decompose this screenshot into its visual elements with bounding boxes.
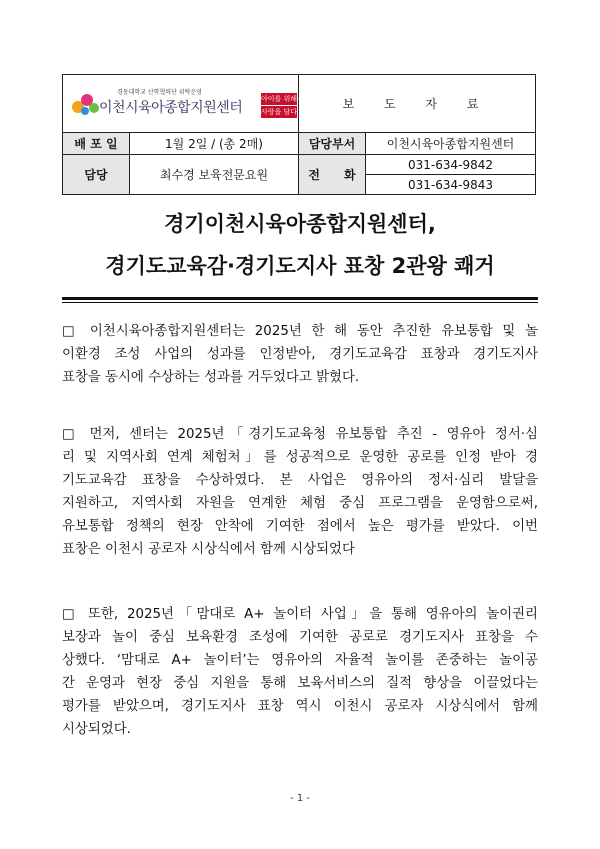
paragraph-line: 표창을 동시에 수상하는 성과를 거두었다고 밝혔다. <box>62 370 360 385</box>
center-logo <box>71 85 304 125</box>
paragraph-line: 리 및 지역사회 연계 체험처」를 성공적으로 운영한 공로를 인정 받아 경 <box>62 450 538 465</box>
paragraph-line: 상했다. ‘맘대로 A+ 놀이터’는 영유아의 자율적 놀이를 존중하는 놀이공 <box>62 653 538 668</box>
paragraph-line: 이환경 조성 사업의 성과를 인정받아, 경기도교육감 표창과 경기도지사 <box>62 347 538 362</box>
paragraph-line: □ 이천시육아종합지원센터는 2025년 한 해 동안 추진한 유보통합 및 놀 <box>62 324 538 339</box>
page-number: - 1 - <box>290 793 310 804</box>
slogan-badge-line1: 아이를 위해서 <box>261 95 304 103</box>
document-type-title: 보 도 자 료 <box>299 75 536 133</box>
paragraph-line: 유보통합 정책의 현장 안착에 기여한 점에서 높은 평가를 받았다. 이번 <box>62 519 538 534</box>
center-logo-icon <box>71 91 101 117</box>
phone-number-2: 031-634-9843 <box>366 175 536 195</box>
slogan-badge <box>261 93 304 119</box>
paragraph-line: 표창은 이천시 공로자 시상식에서 함께 시상되었다 <box>62 542 355 557</box>
headline-line-2: 경기도교육감·경기도지사 표창 2관왕 쾌거 <box>105 254 495 278</box>
department-label: 담당부서 <box>299 133 366 155</box>
release-date-value: 1월 2일 / (총 2매) <box>130 133 299 155</box>
headline-line-1: 경기이천시육아종합지원센터, <box>164 212 436 236</box>
paragraph-line: 평가를 받았으며, 경기도지사 표창 역시 이천시 공로자 시상식에서 함께 <box>62 699 538 714</box>
release-date-label: 배 포 일 <box>63 133 130 155</box>
slogan-badge-line2: 사랑을 담다 <box>261 108 298 116</box>
logo-center-name: 이천시육아종합지원센터 <box>99 100 243 116</box>
contact-person-label: 담당 <box>63 155 130 195</box>
body-paragraph-2 <box>62 423 538 561</box>
paragraph-line: 보장과 놀이 중심 보육환경 조성에 기여한 공로로 경기도지사 표창을 수 <box>62 630 538 645</box>
headline-divider-thin <box>62 302 538 303</box>
paragraph-line: □ 또한, 2025년「맘대로 A+ 놀이터 사업」을 통해 영유아의 놀이권리 <box>62 607 538 622</box>
logo-operator-text: 경동대학교 산학협력단 위탁운영 <box>117 89 202 96</box>
contact-person-value: 최수경 보육전문요원 <box>130 155 299 195</box>
paragraph-line: 시상되었다. <box>62 722 131 737</box>
headline-divider-thick <box>62 297 538 300</box>
paragraph-line: 기도교육감 표창을 수상하였다. 본 사업은 영유아의 정서·심리 발달을 <box>62 473 538 488</box>
logo-cell <box>63 75 304 133</box>
body-paragraph-1 <box>62 320 538 389</box>
department-value: 이천시육아종합지원센터 <box>366 133 536 155</box>
body-paragraph-3 <box>62 603 538 741</box>
paragraph-line: 간 운영과 현장 중심 지원을 통해 보육서비스의 질적 향상을 이끌었다는 <box>62 676 538 691</box>
phone-label: 전 화 <box>299 155 366 195</box>
press-release-header-table <box>62 74 536 195</box>
phone-number-1: 031-634-9842 <box>366 155 536 175</box>
paragraph-line: 지원하고, 지역사회 자원을 연계한 체험 중심 프로그램을 운영함으로써, <box>62 496 538 511</box>
paragraph-line: □ 먼저, 센터는 2025년「경기도교육청 유보통합 추진 - 영유아 정서·심 <box>62 427 538 442</box>
